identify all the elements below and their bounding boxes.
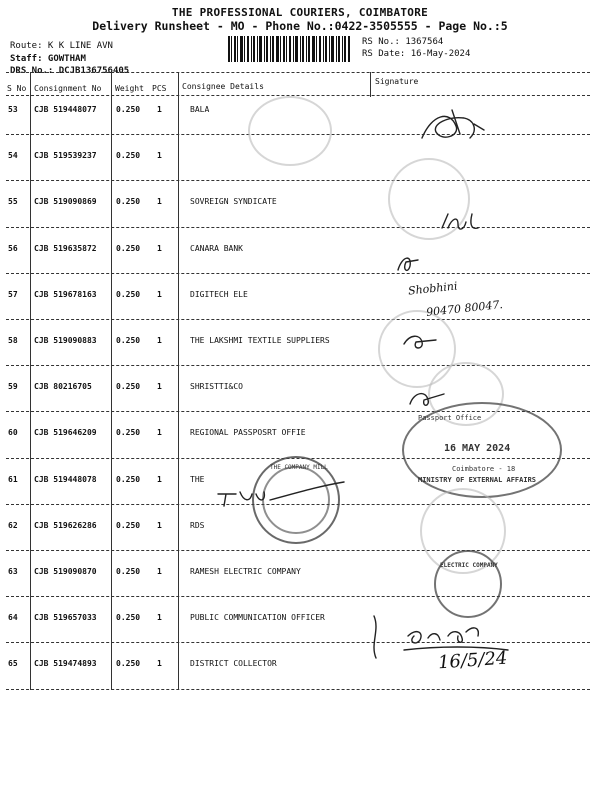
signature-55 — [434, 206, 494, 236]
row-consignee: DISTRICT COLLECTOR — [190, 659, 277, 669]
row-pcs: 1 — [157, 567, 162, 576]
header-top-rule — [6, 72, 590, 73]
row-sno: 55 — [8, 197, 18, 207]
row-separator — [6, 180, 590, 181]
col-pcs: PCS — [152, 84, 167, 93]
row-weight: 0.250 — [116, 336, 141, 345]
rs-date: RS Date: 16-May-2024 — [362, 49, 471, 59]
row-sno: 57 — [8, 289, 18, 299]
staff-label: Staff: GOWTHAM — [10, 54, 86, 64]
row-weight: 0.250 — [116, 474, 141, 484]
row-separator — [6, 596, 590, 597]
handwritten-phone: 90470 80047. — [425, 298, 504, 319]
row-consignee: REGIONAL PASSPOSRT OFFIE — [190, 428, 306, 438]
barcode — [228, 36, 350, 62]
row-consignment-no: CJB 80216705 — [34, 382, 92, 392]
row-consignment-no: CJB 519539237 — [34, 151, 97, 161]
row-pcs: 1 — [157, 105, 162, 114]
row-consignee: DIGITECH ELE — [190, 289, 248, 299]
row-consignment-no: CJB 519626286 — [34, 520, 97, 530]
row-sno: 59 — [8, 382, 18, 392]
company-title: THE PROFESSIONAL COURIERS, COIMBATORE — [171, 6, 429, 19]
row-weight: 0.250 — [116, 197, 141, 207]
row-separator — [6, 273, 590, 274]
row-pcs: 1 — [157, 336, 162, 345]
row-consignee: CANARA BANK — [190, 243, 243, 253]
signature-56 — [392, 248, 432, 278]
passport-stamp-city: Coimbatore - 18 — [452, 465, 516, 473]
row-pcs: 1 — [157, 197, 162, 207]
row-sno: 61 — [8, 474, 18, 484]
row-sno: 56 — [8, 243, 18, 253]
row-pcs: 1 — [157, 659, 162, 669]
signature-58 — [398, 326, 448, 356]
row-weight: 0.250 — [116, 659, 141, 669]
row-sno: 64 — [8, 613, 18, 623]
stamp-faint — [248, 96, 332, 166]
row-separator — [6, 365, 590, 366]
row-consignment-no: CJB 519646209 — [34, 428, 97, 438]
row-consignment-no: CJB 519090870 — [34, 567, 97, 576]
row-consignment-no: CJB 519090883 — [34, 336, 97, 345]
col-divider — [370, 72, 371, 97]
row-consignment-no: CJB 519635872 — [34, 243, 97, 253]
row-pcs: 1 — [157, 474, 162, 484]
row-weight: 0.250 — [116, 428, 141, 438]
row-sno: 58 — [8, 336, 18, 345]
row-pcs: 1 — [157, 289, 162, 299]
row-weight: 0.250 — [116, 243, 141, 253]
row-consignee: BALA — [190, 105, 210, 114]
row-consignee: SHRISTTI&CO — [190, 382, 243, 392]
col-consignment: Consignment No — [34, 84, 102, 93]
row-separator — [6, 319, 590, 320]
drs-label: DRS No.: DCJB136756405 — [10, 66, 130, 76]
row-sno: 65 — [8, 659, 18, 669]
row-sno: 60 — [8, 428, 18, 438]
rs-number: RS No.: 1367564 — [362, 37, 444, 47]
row-weight: 0.250 — [116, 567, 141, 576]
col-divider — [111, 72, 112, 690]
row-separator — [6, 227, 590, 228]
row-pcs: 1 — [157, 243, 162, 253]
row-consignee: SOVREIGN SYNDICATE — [190, 197, 277, 207]
row-pcs: 1 — [157, 428, 162, 438]
row-consignee: RAMESH ELECTRIC COMPANY — [190, 567, 301, 576]
signature-53 — [412, 104, 492, 148]
col-signature: Signature — [375, 77, 419, 86]
signature-59 — [404, 384, 452, 414]
row-consignment-no: CJB 519448078 — [34, 474, 97, 484]
company-mill-stamp-text: THE COMPANY MILL — [270, 464, 328, 471]
row-consignee: PUBLIC COMMUNICATION OFFICER — [190, 613, 325, 623]
row-weight: 0.250 — [116, 151, 141, 161]
row-weight: 0.250 — [116, 289, 141, 299]
row-sno: 53 — [8, 105, 18, 114]
col-consignee: Consignee Details — [182, 82, 264, 91]
passport-stamp-text: Passport Office — [418, 414, 482, 422]
passport-stamp-date: 16 MAY 2024 — [444, 443, 511, 454]
row-pcs: 1 — [157, 151, 162, 161]
runsheet-subtitle: Delivery Runsheet - MO - Phone No.:0422-3505555 - Page No.:5 — [92, 19, 508, 33]
row-sno: 54 — [8, 151, 18, 161]
row-sno: 62 — [8, 520, 18, 530]
row-consignment-no: CJB 519090869 — [34, 197, 97, 207]
row-consignee: RDS — [190, 520, 205, 530]
row-pcs: 1 — [157, 613, 162, 623]
row-consignment-no: CJB 519657033 — [34, 613, 97, 623]
signature-62 — [210, 480, 350, 514]
row-sno: 63 — [8, 567, 18, 576]
handwritten-name: Shobhini — [407, 279, 459, 298]
row-consignee: THE — [190, 474, 205, 484]
row-weight: 0.250 — [116, 613, 141, 623]
col-divider — [30, 72, 31, 690]
row-pcs: 1 — [157, 520, 162, 530]
row-weight: 0.250 — [116, 520, 141, 530]
col-sno: S No — [7, 84, 27, 93]
electric-stamp-text: ELECTRIC COMPANY — [440, 562, 498, 569]
row-consignment-no: CJB 519474893 — [34, 659, 97, 669]
col-divider — [178, 72, 179, 690]
col-weight: Weight — [115, 84, 144, 93]
row-consignee: THE LAKSHMI TEXTILE SUPPLIERS — [190, 336, 330, 345]
row-consignment-no: CJB 519678163 — [34, 289, 97, 299]
row-separator — [6, 550, 590, 551]
row-separator — [6, 689, 590, 690]
electric-company-stamp — [434, 550, 502, 618]
route-label: Route: K K LINE AVN — [10, 41, 113, 51]
passport-stamp-ministry: MINISTRY OF EXTERNAL AFFAIRS — [418, 476, 537, 484]
row-consignment-no: CJB 519448077 — [34, 105, 97, 114]
handwritten-date: 16/5/24 — [437, 647, 509, 674]
row-pcs: 1 — [157, 382, 162, 392]
row-weight: 0.250 — [116, 382, 141, 392]
row-weight: 0.250 — [116, 105, 141, 114]
